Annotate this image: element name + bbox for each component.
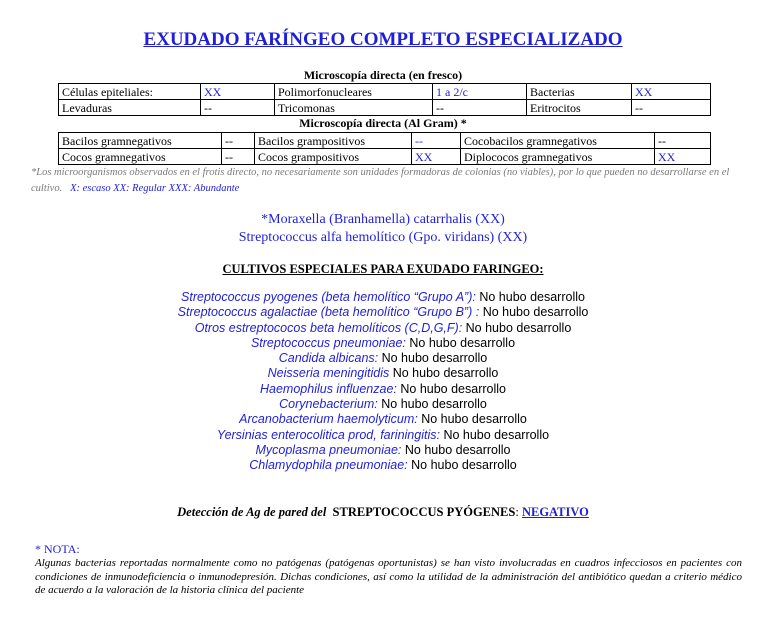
cell-label: Cocobacilos gramnegativos	[461, 133, 655, 149]
cell-value: --	[222, 133, 255, 149]
nota-text: Algunas bacterias reportadas normalmente como no patógenas (patógenas oportunistas) se han visto involucradas en cuadros infecciosos en pacientes con condiciones de inmunodeficiencia o inmunodepresión. Dichas condiciones, así como la utilidad de la administración del antibiótico quedan a criterio médico de acuerdo a la valoración de la historia clínica del paciente	[35, 557, 742, 596]
table-row	[59, 133, 711, 149]
culture-result: No hubo desarrollo	[443, 427, 550, 442]
culture-result: No hubo desarrollo	[465, 320, 572, 335]
culture-result: No hubo desarrollo	[392, 366, 499, 381]
culture-result: No hubo desarrollo	[400, 381, 506, 396]
cell-value: 1 a 2/c	[433, 84, 527, 100]
table-row	[59, 84, 711, 100]
culture-name: Neisseria meningitidis	[267, 366, 390, 381]
nota-label: * NOTA:	[35, 542, 80, 556]
organism-line: Streptococcus alfa hemolítico (Gpo. viridans) (XX)	[238, 230, 528, 245]
table-row	[59, 100, 711, 116]
culture-name: Streptococcus pyogenes (beta hemolítico “Grupo A”):	[181, 290, 476, 304]
culture-result: No hubo desarrollo	[381, 351, 488, 366]
culture-name: Candida albicans:	[278, 351, 379, 366]
cell-label: Tricomonas	[275, 100, 433, 116]
cell-label: Bacilos gramnegativos	[59, 133, 222, 149]
detection-colon: :	[515, 505, 519, 519]
list-item	[0, 397, 766, 412]
gram-microscopy-heading: Microscopía directa (Al Gram) *	[299, 116, 467, 130]
microscopy-footnote	[31, 165, 746, 197]
footnote-scale: X: escaso XX: Regular XXX: Abundante	[70, 183, 240, 194]
cell-value: --	[412, 133, 461, 149]
gram-microscopy-table	[58, 132, 711, 165]
culture-name: Arcanobacterium haemolyticum:	[239, 412, 418, 427]
list-item	[0, 321, 766, 336]
list-item	[0, 305, 766, 320]
cell-value: --	[433, 100, 527, 116]
culture-name: Streptococcus agalactiae (beta hemolítico “Grupo B”) :	[177, 305, 480, 320]
detection-organism: STREPTOCOCCUS PYÓGENES	[332, 505, 516, 519]
cell-value: XX	[412, 149, 461, 165]
list-item	[0, 351, 766, 366]
culture-result: No hubo desarrollo	[409, 335, 516, 350]
table-row	[59, 149, 711, 165]
detection-label: Detección de Ag de pared del	[177, 505, 327, 519]
cell-value: XX	[632, 84, 711, 100]
cell-label: Eritrocitos	[527, 100, 632, 116]
cell-value: --	[632, 100, 711, 116]
footnote-text: *Los microorganismos observados en el frotis directo, no necesariamente son unidades formadoras de colonias (no viables), por lo que pueden no desarrollarse en el cultivo.	[31, 167, 730, 194]
cell-value: XX	[201, 84, 275, 100]
culture-results-list	[0, 290, 766, 474]
organism-line: *Moraxella (Branhamella) catarrhalis (XX)	[261, 212, 505, 227]
cell-value: XX	[655, 149, 711, 165]
cell-label: Cocos grampositivos	[255, 149, 412, 165]
fresh-microscopy-table	[58, 83, 711, 116]
culture-name: Mycoplasma pneumoniae:	[255, 442, 402, 457]
cell-label: Células epiteliales:	[59, 84, 201, 100]
culture-name: Yersinias enterocolitica prod, fariningitis:	[216, 427, 440, 442]
cultures-heading: CULTIVOS ESPECIALES PARA EXUDADO FARINGEO:	[222, 262, 544, 276]
antigen-detection	[0, 505, 766, 520]
list-item	[0, 428, 766, 443]
list-item	[0, 366, 766, 381]
culture-result: No hubo desarrollo	[404, 442, 511, 457]
culture-name: Otros estreptococos beta hemolíticos (C,D,G,F):	[194, 320, 463, 335]
culture-name: Haemophilus influenzae:	[260, 381, 397, 396]
cell-value: --	[201, 100, 275, 116]
list-item	[0, 443, 766, 458]
identified-organisms	[0, 211, 766, 247]
cell-value: --	[655, 133, 711, 149]
culture-result: No hubo desarrollo	[411, 458, 517, 473]
cell-label: Bacilos grampositivos	[255, 133, 412, 149]
cell-label: Bacterias	[527, 84, 632, 100]
culture-name: Corynebacterium:	[279, 397, 378, 412]
list-item	[0, 382, 766, 397]
list-item	[0, 458, 766, 473]
fresh-microscopy-heading: Microscopía directa (en fresco)	[303, 68, 463, 82]
culture-result: No hubo desarrollo	[421, 412, 527, 427]
detection-result: NEGATIVO	[521, 505, 589, 519]
list-item	[0, 336, 766, 351]
culture-name: Chlamydophila pneumoniae:	[249, 458, 408, 473]
cell-value: --	[222, 149, 255, 165]
culture-result: No hubo desarrollo	[479, 290, 585, 304]
report-title: EXUDADO FARÍNGEO COMPLETO ESPECIALIZADO	[143, 29, 623, 50]
cell-label: Cocos gramnegativos	[59, 149, 222, 165]
cell-label: Polimorfonucleares	[275, 84, 433, 100]
cell-label: Levaduras	[59, 100, 201, 116]
culture-result: No hubo desarrollo	[482, 305, 589, 320]
list-item	[0, 412, 766, 427]
list-item	[0, 290, 766, 305]
culture-name: Streptococcus pneumoniae:	[250, 335, 406, 350]
cell-label: Diplococos gramnegativos	[461, 149, 655, 165]
cultures-heading-block	[0, 260, 766, 278]
culture-result: No hubo desarrollo	[381, 397, 487, 412]
